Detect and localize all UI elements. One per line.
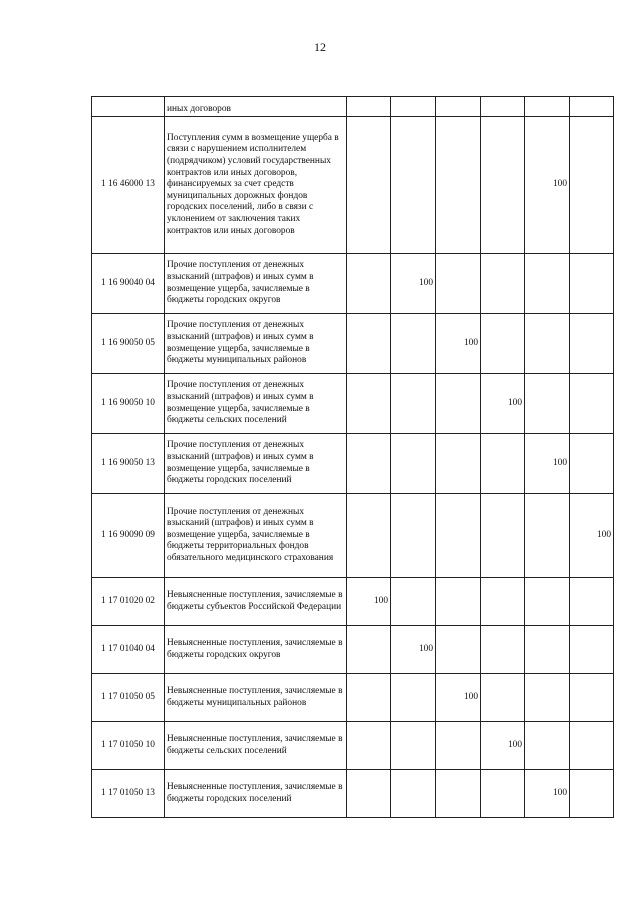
revenue-description: Невыясненные поступления, зачисляемые в бюджеты муниципальных районов <box>165 674 347 722</box>
empty-cell <box>436 578 481 626</box>
empty-cell <box>347 117 391 254</box>
empty-cell <box>570 314 614 374</box>
empty-cell <box>347 314 391 374</box>
empty-cell <box>347 374 391 434</box>
revenue-code: 1 16 90050 10 <box>92 374 165 434</box>
empty-cell <box>436 117 481 254</box>
normative-value: 100 <box>525 434 570 494</box>
table-row <box>92 578 614 626</box>
empty-cell <box>570 674 614 722</box>
empty-cell <box>347 626 391 674</box>
revenue-description: Прочие поступления от денежных взысканий (штрафов) и иных сумм в возмещение ущерба, зачисляемые в бюджеты сельских поселений <box>165 374 347 434</box>
empty-cell <box>481 578 525 626</box>
table-row <box>92 434 614 494</box>
normative-value: 100 <box>391 626 436 674</box>
empty-cell <box>570 578 614 626</box>
empty-cell <box>436 770 481 818</box>
empty-cell <box>391 722 436 770</box>
empty-cell <box>347 674 391 722</box>
normative-value: 100 <box>436 674 481 722</box>
empty-cell <box>570 626 614 674</box>
revenue-description: Прочие поступления от денежных взысканий (штрафов) и иных сумм в возмещение ущерба, зачисляемые в бюджеты городских поселений <box>165 434 347 494</box>
empty-cell <box>481 254 525 314</box>
empty-cell <box>347 97 391 117</box>
empty-cell <box>391 374 436 434</box>
empty-cell <box>481 770 525 818</box>
normative-value: 100 <box>347 578 391 626</box>
revenue-description: иных договоров <box>165 97 347 117</box>
empty-cell <box>347 770 391 818</box>
empty-cell <box>391 117 436 254</box>
revenue-description: Невыясненные поступления, зачисляемые в бюджеты субъектов Российской Федерации <box>165 578 347 626</box>
empty-cell <box>525 254 570 314</box>
normative-value: 100 <box>436 314 481 374</box>
empty-cell <box>347 434 391 494</box>
revenue-code: 1 16 90090 09 <box>92 494 165 578</box>
empty-cell <box>570 97 614 117</box>
table-row <box>92 494 614 578</box>
empty-cell <box>525 722 570 770</box>
normative-value: 100 <box>481 374 525 434</box>
revenue-description: Невыясненные поступления, зачисляемые в бюджеты городских округов <box>165 626 347 674</box>
empty-cell <box>525 626 570 674</box>
table-row <box>92 674 614 722</box>
table-row <box>92 254 614 314</box>
empty-cell <box>436 626 481 674</box>
empty-cell <box>391 674 436 722</box>
empty-cell <box>347 494 391 578</box>
empty-cell <box>570 722 614 770</box>
empty-cell <box>525 314 570 374</box>
empty-cell <box>481 97 525 117</box>
empty-cell <box>436 374 481 434</box>
revenue-code: 1 16 90040 04 <box>92 254 165 314</box>
empty-cell <box>436 434 481 494</box>
page-number: 12 <box>314 40 326 54</box>
empty-cell <box>391 314 436 374</box>
empty-cell <box>391 494 436 578</box>
revenue-code: 1 16 90050 13 <box>92 434 165 494</box>
revenue-code: 1 17 01020 02 <box>92 578 165 626</box>
empty-cell <box>525 374 570 434</box>
empty-cell <box>570 434 614 494</box>
revenue-code: 1 16 46000 13 <box>92 117 165 254</box>
empty-cell <box>347 722 391 770</box>
empty-cell <box>481 674 525 722</box>
revenue-code <box>92 97 165 117</box>
empty-cell <box>436 97 481 117</box>
table-row <box>92 314 614 374</box>
empty-cell <box>570 374 614 434</box>
revenue-distribution-table <box>91 96 614 818</box>
revenue-code: 1 17 01040 04 <box>92 626 165 674</box>
empty-cell <box>481 434 525 494</box>
empty-cell <box>570 770 614 818</box>
revenue-description: Поступления сумм в возмещение ущерба в связи с нарушением исполнителем (подрядчиком) условий государственных контрактов или иных договоров, финансируемых за счет средств муниципальных дорожных фондов городских поселений, либо в связи с уклонением от заключения таких контрактов или иных договоров <box>165 117 347 254</box>
table-row <box>92 97 614 117</box>
empty-cell <box>481 626 525 674</box>
normative-value: 100 <box>391 254 436 314</box>
empty-cell <box>481 117 525 254</box>
empty-cell <box>570 117 614 254</box>
revenue-code: 1 17 01050 05 <box>92 674 165 722</box>
empty-cell <box>525 494 570 578</box>
revenue-description: Прочие поступления от денежных взысканий (штрафов) и иных сумм в возмещение ущерба, зачисляемые в бюджеты городских округов <box>165 254 347 314</box>
table-row <box>92 374 614 434</box>
revenue-code: 1 17 01050 10 <box>92 722 165 770</box>
revenue-description: Невыясненные поступления, зачисляемые в бюджеты сельских поселений <box>165 722 347 770</box>
normative-value: 100 <box>481 722 525 770</box>
empty-cell <box>391 97 436 117</box>
revenue-code: 1 17 01050 13 <box>92 770 165 818</box>
empty-cell <box>525 674 570 722</box>
empty-cell <box>570 254 614 314</box>
revenue-description: Прочие поступления от денежных взысканий (штрафов) и иных сумм в возмещение ущерба, зачисляемые в бюджеты муниципальных районов <box>165 314 347 374</box>
normative-value: 100 <box>525 770 570 818</box>
revenue-description: Невыясненные поступления, зачисляемые в бюджеты городских поселений <box>165 770 347 818</box>
empty-cell <box>436 722 481 770</box>
empty-cell <box>481 314 525 374</box>
table-row <box>92 117 614 254</box>
empty-cell <box>391 770 436 818</box>
table-row <box>92 770 614 818</box>
empty-cell <box>436 494 481 578</box>
revenue-code: 1 16 90050 05 <box>92 314 165 374</box>
empty-cell <box>525 97 570 117</box>
empty-cell <box>347 254 391 314</box>
empty-cell <box>525 578 570 626</box>
table-row <box>92 626 614 674</box>
normative-value: 100 <box>525 117 570 254</box>
normative-value: 100 <box>570 494 614 578</box>
revenue-description: Прочие поступления от денежных взысканий (штрафов) и иных сумм в возмещение ущерба, зачисляемые в бюджеты территориальных фондов обязательного медицинского страхования <box>165 494 347 578</box>
empty-cell <box>436 254 481 314</box>
empty-cell <box>481 494 525 578</box>
empty-cell <box>391 578 436 626</box>
table-row <box>92 722 614 770</box>
empty-cell <box>391 434 436 494</box>
